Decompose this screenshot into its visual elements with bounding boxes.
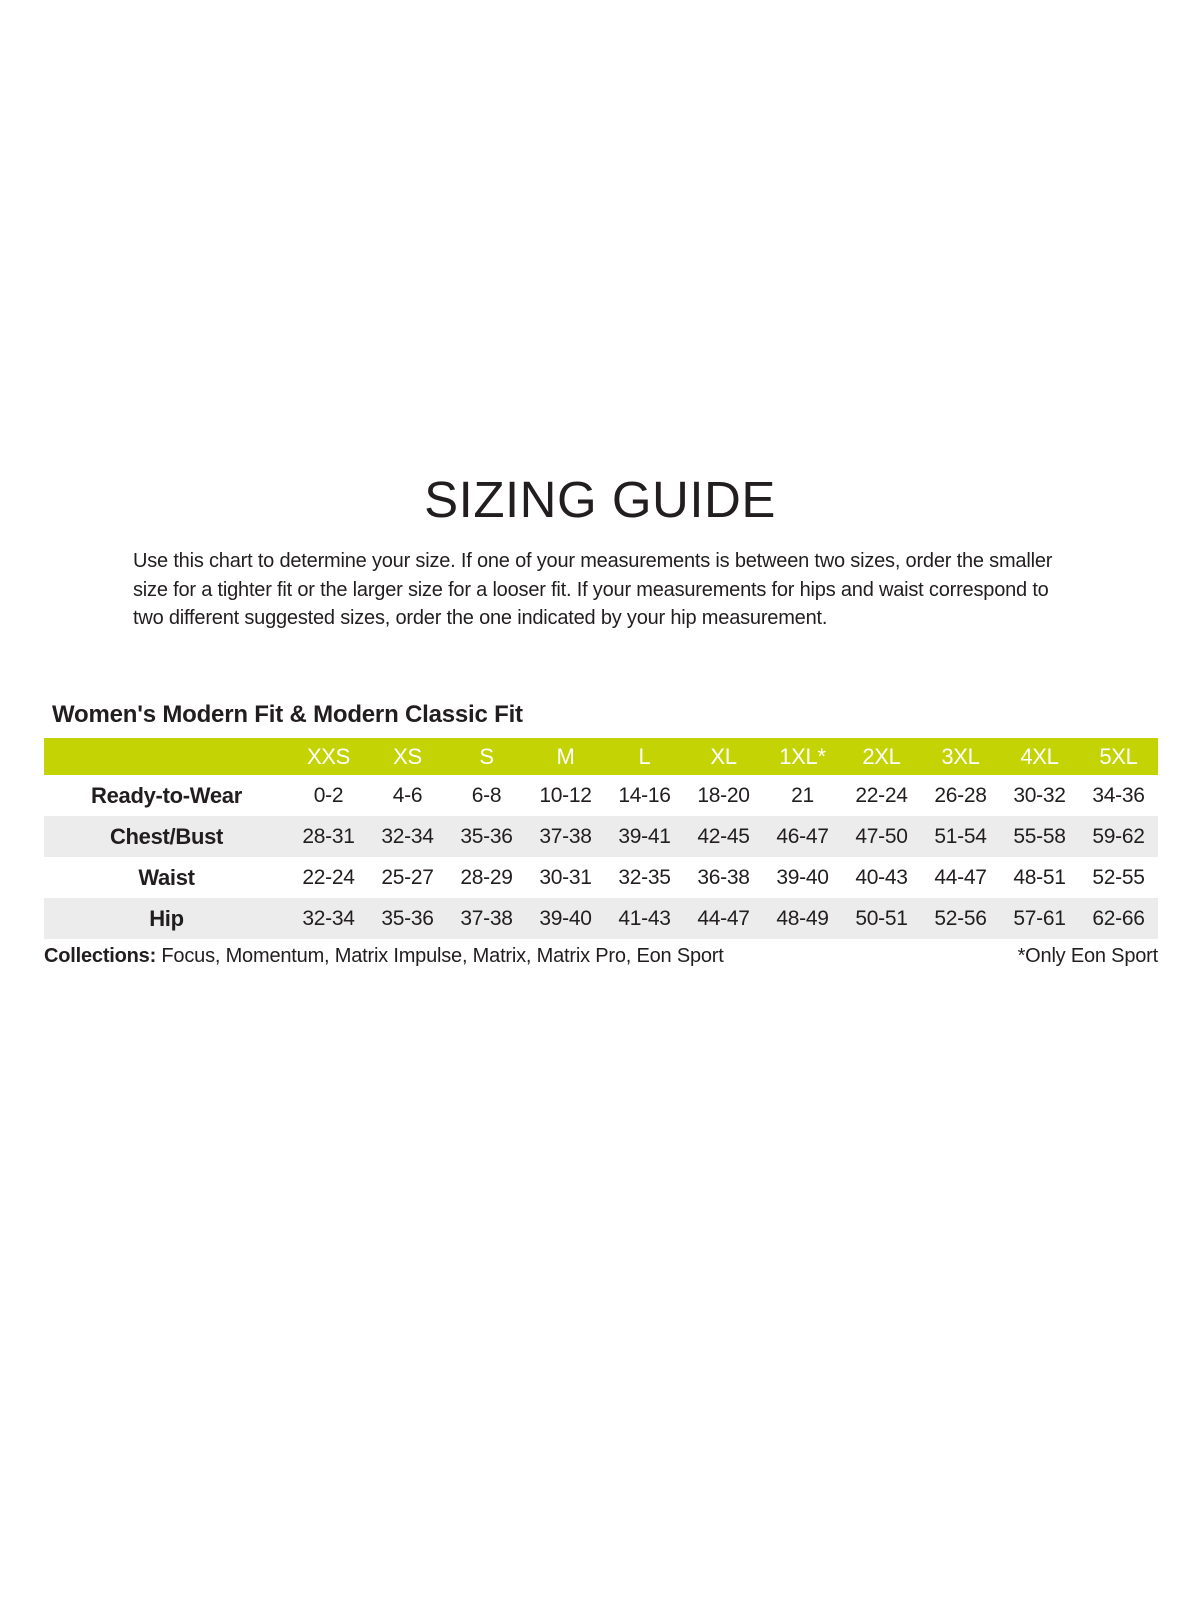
- intro-paragraph: [133, 547, 1052, 633]
- size-value-cell: 51-54: [934, 824, 987, 848]
- row-label: Ready-to-Wear: [91, 782, 242, 808]
- size-value-cell: 52-55: [1092, 865, 1145, 889]
- column-header: M: [556, 743, 575, 769]
- size-value-cell: 25-27: [381, 865, 434, 889]
- table-row: [44, 775, 1158, 816]
- size-value-cell: 21: [791, 783, 814, 807]
- row-label: Chest/Bust: [109, 823, 224, 849]
- size-value-cell: 57-61: [1013, 906, 1066, 930]
- size-value-cell: 40-43: [855, 865, 908, 889]
- size-value-cell: 10-12: [539, 783, 592, 807]
- column-header: XL: [710, 743, 737, 769]
- size-value-cell: 22-24: [302, 865, 355, 889]
- size-value-cell: 47-50: [855, 824, 908, 848]
- column-header: S: [479, 743, 494, 769]
- size-value-cell: 42-45: [697, 824, 750, 848]
- column-header: 5XL: [1099, 743, 1138, 769]
- size-table: [44, 738, 1158, 939]
- size-value-cell: 6-8: [471, 783, 502, 807]
- page-title: SIZING GUIDE: [424, 471, 776, 528]
- table-row: [44, 857, 1158, 898]
- collections-row: [44, 944, 1158, 968]
- column-header: XXS: [306, 743, 351, 769]
- size-value-cell: 14-16: [618, 783, 671, 807]
- size-value-cell: 30-31: [539, 865, 592, 889]
- size-value-cell: 28-31: [302, 824, 355, 848]
- size-value-cell: 26-28: [934, 783, 987, 807]
- size-value-cell: 32-34: [302, 906, 355, 930]
- column-header: 3XL: [941, 743, 980, 769]
- column-header: 1XL*: [779, 743, 826, 769]
- size-value-cell: 22-24: [855, 783, 908, 807]
- size-value-cell: 48-49: [776, 906, 829, 930]
- size-value-cell: 30-32: [1013, 783, 1066, 807]
- size-value-cell: 0-2: [313, 783, 344, 807]
- size-value-cell: 50-51: [855, 906, 908, 930]
- table-row: [44, 816, 1158, 857]
- intro-line: two different suggested sizes, order the one indicated by your hip measurement.: [133, 607, 828, 629]
- column-header: 2XL: [862, 743, 901, 769]
- size-value-cell: 32-35: [618, 865, 671, 889]
- table-header-row: [44, 738, 1158, 775]
- row-label: Hip: [149, 905, 184, 931]
- size-value-cell: 59-62: [1092, 824, 1145, 848]
- size-value-cell: 36-38: [697, 865, 750, 889]
- collections-note: [44, 944, 724, 968]
- footnote-only-eon-sport: *Only Eon Sport: [1017, 945, 1158, 967]
- size-value-cell: 35-36: [381, 906, 434, 930]
- size-value-cell: 48-51: [1013, 865, 1066, 889]
- size-value-cell: 4-6: [392, 783, 423, 807]
- size-value-cell: 41-43: [618, 906, 671, 930]
- size-value-cell: 39-40: [539, 906, 592, 930]
- collections-list: Focus, Momentum, Matrix Impulse, Matrix, Matrix Pro, Eon Sport: [156, 945, 724, 967]
- size-value-cell: 18-20: [697, 783, 750, 807]
- column-header: XS: [393, 743, 422, 769]
- intro-line: size for a tighter fit or the larger size for a looser fit. If your measurements for hips and waist correspond to: [133, 578, 1049, 601]
- column-header: 4XL: [1020, 743, 1059, 769]
- size-value-cell: 55-58: [1013, 824, 1066, 848]
- section-heading: Women's Modern Fit & Modern Classic Fit: [52, 701, 523, 728]
- size-value-cell: 34-36: [1092, 783, 1145, 807]
- intro-line: Use this chart to determine your size. If one of your measurements is between two sizes, order the smaller: [133, 550, 1053, 572]
- size-value-cell: 37-38: [460, 906, 513, 930]
- size-value-cell: 35-36: [460, 824, 513, 848]
- size-value-cell: 37-38: [539, 824, 592, 848]
- size-value-cell: 44-47: [697, 906, 750, 930]
- table-row: [44, 898, 1158, 939]
- size-value-cell: 28-29: [460, 865, 513, 889]
- size-value-cell: 62-66: [1092, 906, 1145, 930]
- row-label: Waist: [138, 864, 195, 890]
- size-value-cell: 44-47: [934, 865, 987, 889]
- size-value-cell: 32-34: [381, 824, 434, 848]
- size-value-cell: 52-56: [934, 906, 987, 930]
- size-value-cell: 39-41: [618, 824, 671, 848]
- column-header: L: [638, 743, 651, 769]
- size-value-cell: 46-47: [776, 824, 829, 848]
- size-value-cell: 39-40: [776, 865, 829, 889]
- collections-label: Collections:: [44, 945, 157, 967]
